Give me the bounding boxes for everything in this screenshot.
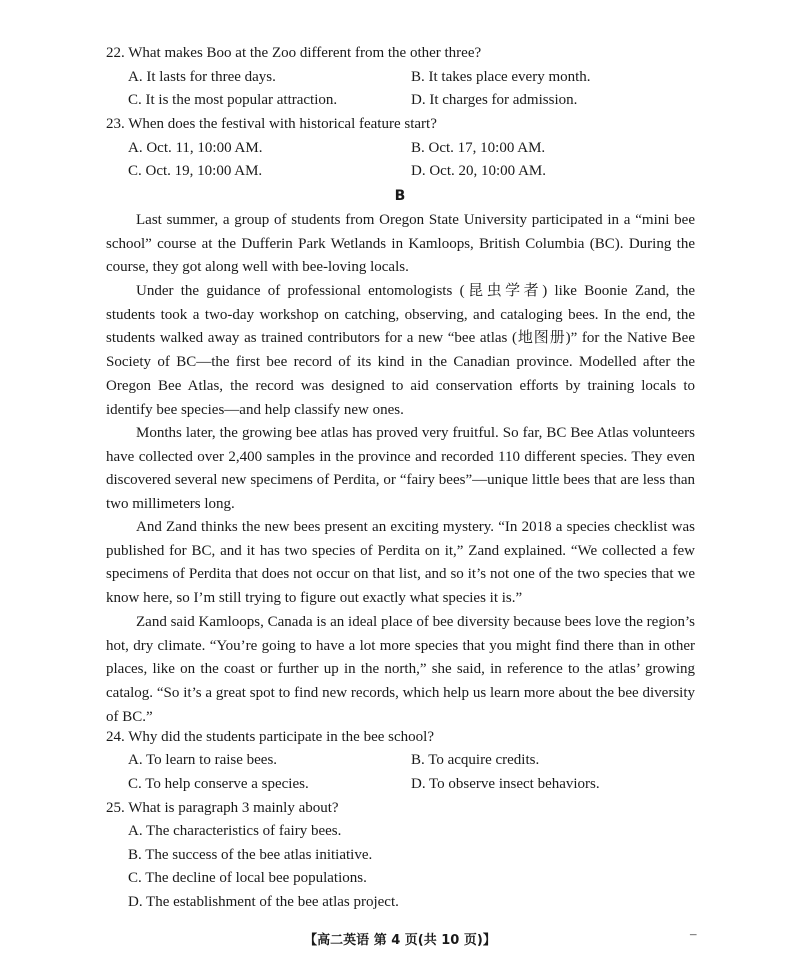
q24-option-a: A. To learn to raise bees.	[128, 752, 278, 768]
q22-option-a: A. It lasts for three days.	[128, 69, 276, 85]
passage-paragraph-1: Last summer, a group of students from Oregon State University participated in a “mini bee school” course at the Dufferin Park Wetlands in Kamloops, British Columbia (BC). During the course, they got along well with bee-loving locals.	[106, 212, 695, 276]
page-footer: 【高二英语 第 4 页(共 10 页)】	[304, 933, 496, 948]
q23-option-d: D. Oct. 20, 10:00 AM.	[411, 163, 546, 179]
q25-option-a: A. The characteristics of fairy bees.	[128, 823, 342, 839]
q24-option-d: D. To observe insect behaviors.	[411, 776, 600, 792]
q25-option-c: C. The decline of local bee populations.	[128, 870, 367, 886]
q22-option-b: B. It takes place every month.	[411, 69, 591, 85]
q23-option-c: C. Oct. 19, 10:00 AM.	[128, 163, 263, 179]
question-23: 23. When does the festival with historical feature start?	[106, 116, 437, 132]
question-24: 24. Why did the students participate in the bee school?	[106, 729, 434, 745]
passage-paragraph-5: Zand said Kamloops, Canada is an ideal place of bee diversity because bees love the region’s hot, dry climate. “You’re going to have a lot more species that you might find there than in other places, like on the coast or further up in the north,” she said, in reference to the atlas’ growing catalog. “So it’s a great spot to find new records, which help us learn more about the bee diversity of BC.”	[106, 614, 695, 725]
q24-option-b: B. To acquire credits.	[411, 752, 540, 768]
q25-option-b: B. The success of the bee atlas initiative.	[128, 847, 373, 863]
q25-option-d: D. The establishment of the bee atlas project.	[128, 894, 399, 910]
passage-paragraph-2: Under the guidance of professional entomologists (昆虫学者) like Boonie Zand, the students took a two-day workshop on catching, observing, and cataloging bees. In the end, the students walked away as trained contributors for a new “bee atlas (地图册)” for the Native Bee Society of BC—the first bee record of its kind in the Canadian province. Modelled after the Oregon Bee Atlas, the record was designed to aid conservation efforts by training locals to identify bee species—and help classify new ones.	[106, 283, 695, 418]
section-heading-b: B	[394, 188, 406, 204]
q22-option-c: C. It is the most popular attraction.	[128, 92, 338, 108]
passage-paragraph-3: Months later, the growing bee atlas has proved very fruitful. So far, BC Bee Atlas volunteers have collected over 2,400 samples in the province and recorded 110 different species. They even discovered several new specimens of Perdita, or “fairy bees”—unique little bees that are less than two millimeters long.	[106, 425, 695, 513]
passage-paragraph-4: And Zand thinks the new bees present an exciting mystery. “In 2018 a species checklist was published for BC, and it has two species of Perdita on it,” Zand explained. “We collected a few specimens of Perdita that does not occur on that list, and so it’s not one of the two species that we know here, so I’m still trying to figure out exactly what species it is.”	[106, 519, 695, 607]
question-25: 25. What is paragraph 3 mainly about?	[106, 800, 339, 816]
corner-mark: –	[690, 926, 697, 941]
q23-option-a: A. Oct. 11, 10:00 AM.	[128, 140, 263, 156]
q24-option-c: C. To help conserve a species.	[128, 776, 309, 792]
question-22: 22. What makes Boo at the Zoo different from the other three?	[106, 45, 482, 61]
q22-option-d: D. It charges for admission.	[411, 92, 578, 108]
q23-option-b: B. Oct. 17, 10:00 AM.	[411, 140, 546, 156]
